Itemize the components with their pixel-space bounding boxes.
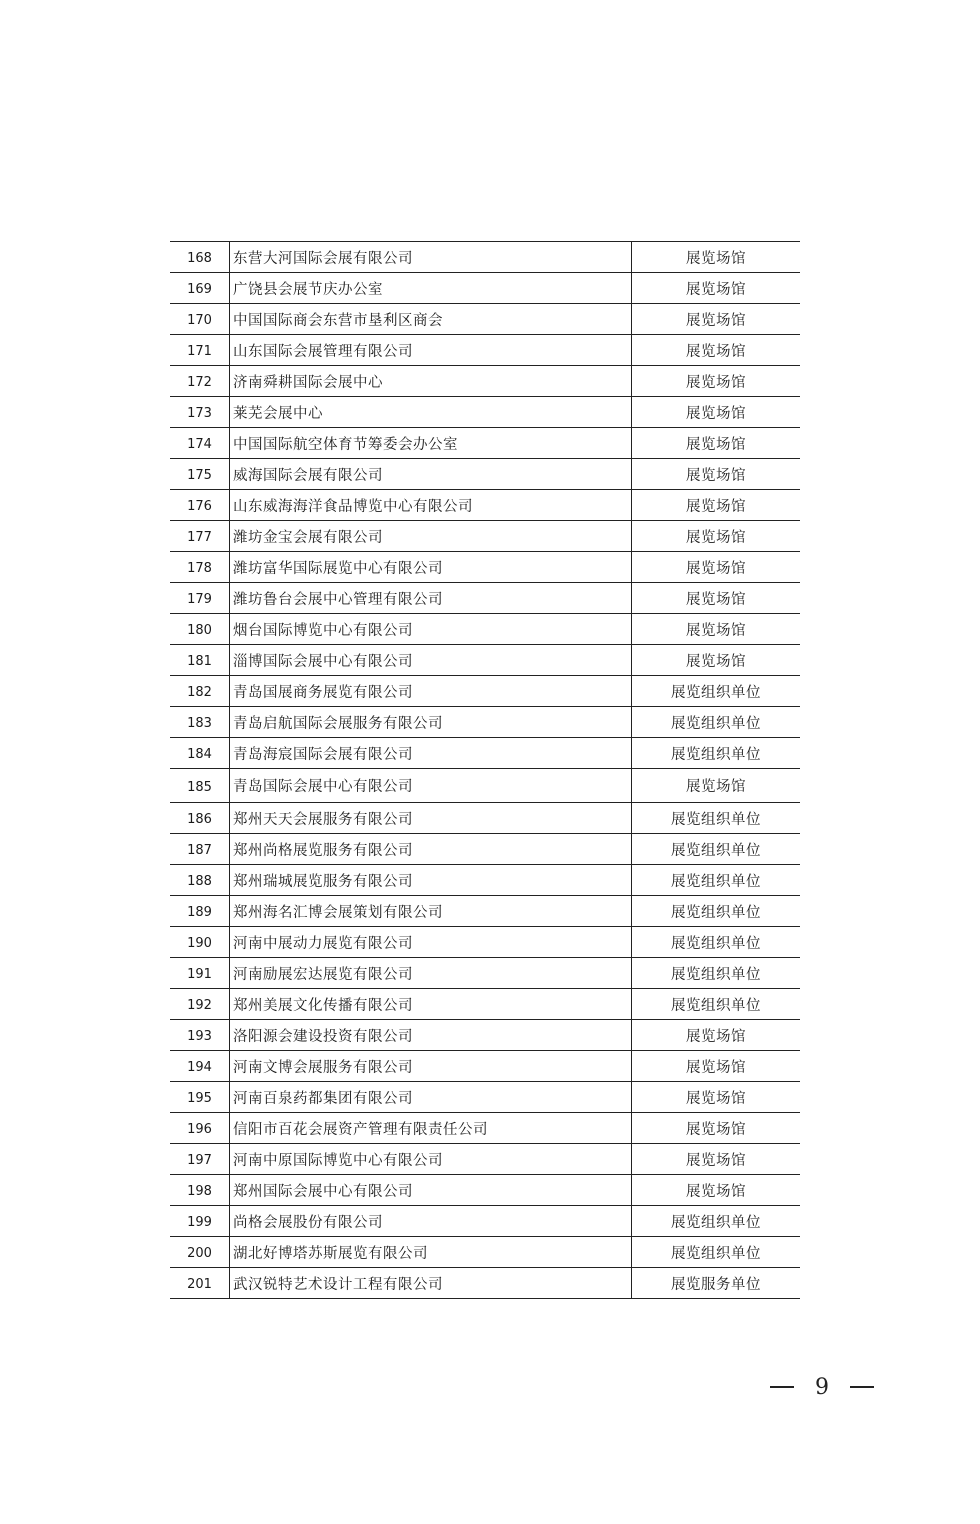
company-name: 郑州国际会展中心有限公司 bbox=[230, 1175, 632, 1205]
table-row bbox=[170, 1020, 800, 1051]
company-type: 展览场馆 bbox=[686, 250, 746, 267]
company-type: 展览场馆 bbox=[686, 1152, 746, 1169]
company-name: 郑州海名汇博会展策划有限公司 bbox=[230, 896, 632, 926]
company-name: 郑州美展文化传播有限公司 bbox=[230, 989, 632, 1019]
row-number: 191 bbox=[170, 958, 230, 988]
company-type: 展览场馆 bbox=[686, 1028, 746, 1045]
table-row bbox=[170, 490, 800, 521]
row-number: 183 bbox=[170, 707, 230, 737]
row-number: 173 bbox=[170, 397, 230, 427]
company-type: 展览场馆 bbox=[686, 591, 746, 608]
table-row bbox=[170, 958, 800, 989]
table-row bbox=[170, 769, 800, 803]
company-type: 展览场馆 bbox=[686, 281, 746, 298]
table-row bbox=[170, 366, 800, 397]
company-name: 信阳市百花会展资产管理有限责任公司 bbox=[230, 1113, 632, 1143]
company-type: 展览场馆 bbox=[686, 1090, 746, 1107]
row-number: 199 bbox=[170, 1206, 230, 1236]
row-number: 188 bbox=[170, 865, 230, 895]
table-row bbox=[170, 1206, 800, 1237]
company-type: 展览场馆 bbox=[686, 312, 746, 329]
row-number: 198 bbox=[170, 1175, 230, 1205]
company-name: 东营大河国际会展有限公司 bbox=[230, 242, 632, 272]
table-row bbox=[170, 1051, 800, 1082]
row-number: 172 bbox=[170, 366, 230, 396]
row-number: 182 bbox=[170, 676, 230, 706]
row-number: 194 bbox=[170, 1051, 230, 1081]
table-row bbox=[170, 896, 800, 927]
row-number: 186 bbox=[170, 803, 230, 833]
company-list-table bbox=[170, 241, 800, 1299]
company-name: 淄博国际会展中心有限公司 bbox=[230, 645, 632, 675]
table-row bbox=[170, 676, 800, 707]
row-number: 174 bbox=[170, 428, 230, 458]
row-number: 178 bbox=[170, 552, 230, 582]
table-row bbox=[170, 1175, 800, 1206]
row-number: 192 bbox=[170, 989, 230, 1019]
company-name: 威海国际会展有限公司 bbox=[230, 459, 632, 489]
row-number: 169 bbox=[170, 273, 230, 303]
table-row bbox=[170, 803, 800, 834]
page-number bbox=[770, 1372, 874, 1402]
company-name: 中国国际商会东营市垦利区商会 bbox=[230, 304, 632, 334]
table-row bbox=[170, 273, 800, 304]
company-type: 展览场馆 bbox=[686, 622, 746, 639]
company-type: 展览场馆 bbox=[686, 1059, 746, 1076]
company-type: 展览组织单位 bbox=[671, 966, 761, 983]
company-name: 洛阳源会建设投资有限公司 bbox=[230, 1020, 632, 1050]
table-row bbox=[170, 614, 800, 645]
company-name: 山东威海海洋食品博览中心有限公司 bbox=[230, 490, 632, 520]
company-type: 展览服务单位 bbox=[671, 1276, 761, 1293]
company-name: 潍坊金宝会展有限公司 bbox=[230, 521, 632, 551]
company-name: 潍坊富华国际展览中心有限公司 bbox=[230, 552, 632, 582]
row-number: 184 bbox=[170, 738, 230, 768]
table-row bbox=[170, 707, 800, 738]
table-row bbox=[170, 459, 800, 490]
row-number: 200 bbox=[170, 1237, 230, 1267]
table-row bbox=[170, 552, 800, 583]
table-row bbox=[170, 428, 800, 459]
table-row bbox=[170, 645, 800, 676]
company-name: 湖北好博塔苏斯展览有限公司 bbox=[230, 1237, 632, 1267]
row-number: 175 bbox=[170, 459, 230, 489]
table-row bbox=[170, 304, 800, 335]
row-number: 193 bbox=[170, 1020, 230, 1050]
row-number: 190 bbox=[170, 927, 230, 957]
row-number: 171 bbox=[170, 335, 230, 365]
table-row bbox=[170, 1113, 800, 1144]
table-row bbox=[170, 335, 800, 366]
company-name: 山东国际会展管理有限公司 bbox=[230, 335, 632, 365]
table-row bbox=[170, 738, 800, 769]
company-type: 展览组织单位 bbox=[671, 935, 761, 952]
company-name: 河南励展宏达展览有限公司 bbox=[230, 958, 632, 988]
company-name: 尚格会展股份有限公司 bbox=[230, 1206, 632, 1236]
company-type: 展览组织单位 bbox=[671, 684, 761, 701]
row-number: 185 bbox=[170, 769, 230, 802]
company-type: 展览组织单位 bbox=[671, 904, 761, 921]
company-name: 中国国际航空体育节筹委会办公室 bbox=[230, 428, 632, 458]
table-row bbox=[170, 397, 800, 428]
table-row bbox=[170, 1144, 800, 1175]
company-type: 展览场馆 bbox=[686, 498, 746, 515]
company-type: 展览场馆 bbox=[686, 1121, 746, 1138]
company-name: 济南舜耕国际会展中心 bbox=[230, 366, 632, 396]
company-name: 潍坊鲁台会展中心管理有限公司 bbox=[230, 583, 632, 613]
company-name: 河南百泉药都集团有限公司 bbox=[230, 1082, 632, 1112]
row-number: 197 bbox=[170, 1144, 230, 1174]
table-row bbox=[170, 1237, 800, 1268]
row-number: 179 bbox=[170, 583, 230, 613]
company-type: 展览场馆 bbox=[686, 436, 746, 453]
row-number: 187 bbox=[170, 834, 230, 864]
table-row bbox=[170, 989, 800, 1020]
row-number: 177 bbox=[170, 521, 230, 551]
row-number: 201 bbox=[170, 1268, 230, 1298]
table-row bbox=[170, 834, 800, 865]
company-type: 展览场馆 bbox=[686, 467, 746, 484]
row-number: 196 bbox=[170, 1113, 230, 1143]
row-number: 176 bbox=[170, 490, 230, 520]
company-type: 展览场馆 bbox=[686, 779, 746, 795]
row-number: 181 bbox=[170, 645, 230, 675]
company-type: 展览场馆 bbox=[686, 1183, 746, 1200]
row-number: 168 bbox=[170, 242, 230, 272]
company-name: 青岛海宸国际会展有限公司 bbox=[230, 738, 632, 768]
table-row bbox=[170, 1082, 800, 1113]
company-type: 展览场馆 bbox=[686, 653, 746, 670]
company-name: 广饶县会展节庆办公室 bbox=[230, 273, 632, 303]
table-row bbox=[170, 521, 800, 552]
company-name: 莱芜会展中心 bbox=[230, 397, 632, 427]
table-row bbox=[170, 242, 800, 273]
company-type: 展览组织单位 bbox=[671, 1214, 761, 1231]
table-row bbox=[170, 1268, 800, 1299]
row-number: 195 bbox=[170, 1082, 230, 1112]
company-name: 河南文博会展服务有限公司 bbox=[230, 1051, 632, 1081]
page-number-left-dash bbox=[770, 1386, 794, 1388]
company-type: 展览场馆 bbox=[686, 560, 746, 577]
table-row bbox=[170, 927, 800, 958]
table-row bbox=[170, 865, 800, 896]
table-row bbox=[170, 583, 800, 614]
company-type: 展览场馆 bbox=[686, 529, 746, 546]
company-type: 展览组织单位 bbox=[671, 842, 761, 859]
company-name: 郑州天天会展服务有限公司 bbox=[230, 803, 632, 833]
company-name: 郑州尚格展览服务有限公司 bbox=[230, 834, 632, 864]
company-type: 展览组织单位 bbox=[671, 1245, 761, 1262]
page-number-right-dash bbox=[850, 1386, 874, 1388]
company-type: 展览组织单位 bbox=[671, 746, 761, 763]
company-name: 河南中展动力展览有限公司 bbox=[230, 927, 632, 957]
company-name: 烟台国际博览中心有限公司 bbox=[230, 614, 632, 644]
company-type: 展览组织单位 bbox=[671, 811, 761, 828]
company-name: 青岛启航国际会展服务有限公司 bbox=[230, 707, 632, 737]
company-type: 展览组织单位 bbox=[671, 997, 761, 1014]
company-name: 河南中原国际博览中心有限公司 bbox=[230, 1144, 632, 1174]
page-number-value: 9 bbox=[815, 1374, 829, 1400]
company-name: 青岛国展商务展览有限公司 bbox=[230, 676, 632, 706]
company-type: 展览组织单位 bbox=[671, 873, 761, 890]
company-name: 郑州瑞城展览服务有限公司 bbox=[230, 865, 632, 895]
company-name: 青岛国际会展中心有限公司 bbox=[230, 769, 632, 802]
company-name: 武汉锐特艺术设计工程有限公司 bbox=[230, 1268, 632, 1298]
company-type: 展览场馆 bbox=[686, 374, 746, 391]
company-type: 展览场馆 bbox=[686, 405, 746, 422]
row-number: 170 bbox=[170, 304, 230, 334]
row-number: 180 bbox=[170, 614, 230, 644]
company-type: 展览组织单位 bbox=[671, 715, 761, 732]
company-type: 展览场馆 bbox=[686, 343, 746, 360]
row-number: 189 bbox=[170, 896, 230, 926]
